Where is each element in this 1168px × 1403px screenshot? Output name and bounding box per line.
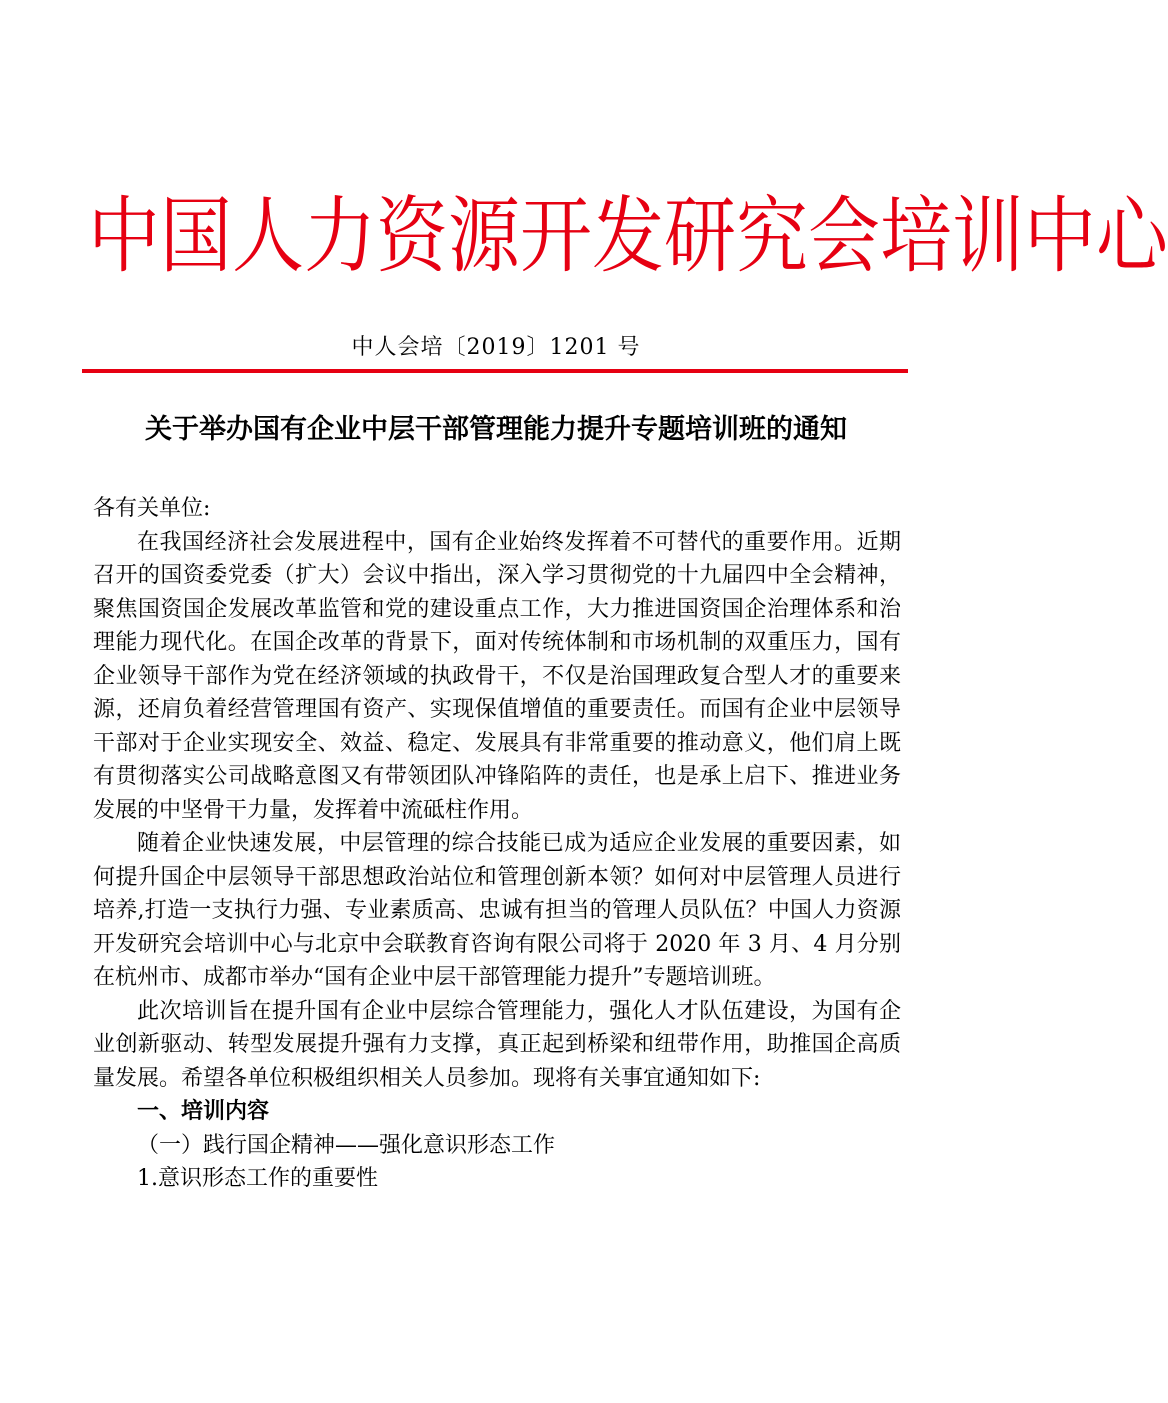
list-item: 1.意识形态工作的重要性 — [137, 1166, 378, 1191]
paragraph-2: 随着企业快速发展，中层管理的综合技能已成为适应企业发展的重要因素，如何提升国企中层领导干部思想政治站位和管理创新本领？如何对中层管理人员进行培养,打造一支执行力强、专业素质高、忠诚有担当的管理人员队伍？中国人力资源开发研究会培训中心与北京中会联教育咨询有限公司将于 2020 年 3 月、4 月分别在杭州市、成都市举办“国有企业中层干部管理能力提升”专题培训班。 — [93, 831, 901, 990]
subsection-heading: （一）践行国企精神——强化意识形态工作 — [137, 1132, 556, 1158]
document-body — [93, 492, 901, 1196]
letterhead-org-name: 中国人力资源开发研究会培训中心 — [88, 187, 1168, 284]
document-title: 关于举办国有企业中层干部管理能力提升专题培训班的通知 — [145, 414, 847, 445]
paragraph-3: 此次培训旨在提升国有企业中层综合管理能力，强化人才队伍建设，为国有企业创新驱动、转型发展提升强有力支撑，真正起到桥梁和纽带作用，助推国企高质量发展。希望各单位积极组织相关人员参加。现将有关事宜通知如下: — [93, 998, 901, 1091]
section-heading-training-content: 一、培训内容 — [137, 1099, 270, 1124]
salutation: 各有关单位: — [93, 496, 211, 521]
document-number: 中人会培〔2019〕1201 号 — [351, 335, 641, 360]
red-divider-line — [82, 369, 908, 373]
paragraph-1: 在我国经济社会发展进程中，国有企业始终发挥着不可替代的重要作用。近期召开的国资委党委（扩大）会议中指出，深入学习贯彻党的十九届四中全会精神，聚焦国资国企发展改革监管和党的建设重点工作，大力推进国资国企治理体系和治理能力现代化。在国企改革的背景下，面对传统体制和市场机制的双重压力，国有企业领导干部作为党在经济领域的执政骨干，不仅是治国理政复合型人才的重要来源，还肩负着经营管理国有资产、实现保值增值的重要责任。而国有企业中层领导干部对于企业实现安全、效益、稳定、发展具有非常重要的推动意义，他们肩上既有贯彻落实公司战略意图又有带领团队冲锋陷阵的责任，也是承上启下、推进业务发展的中坚骨干力量，发挥着中流砥柱作用。 — [93, 529, 901, 823]
